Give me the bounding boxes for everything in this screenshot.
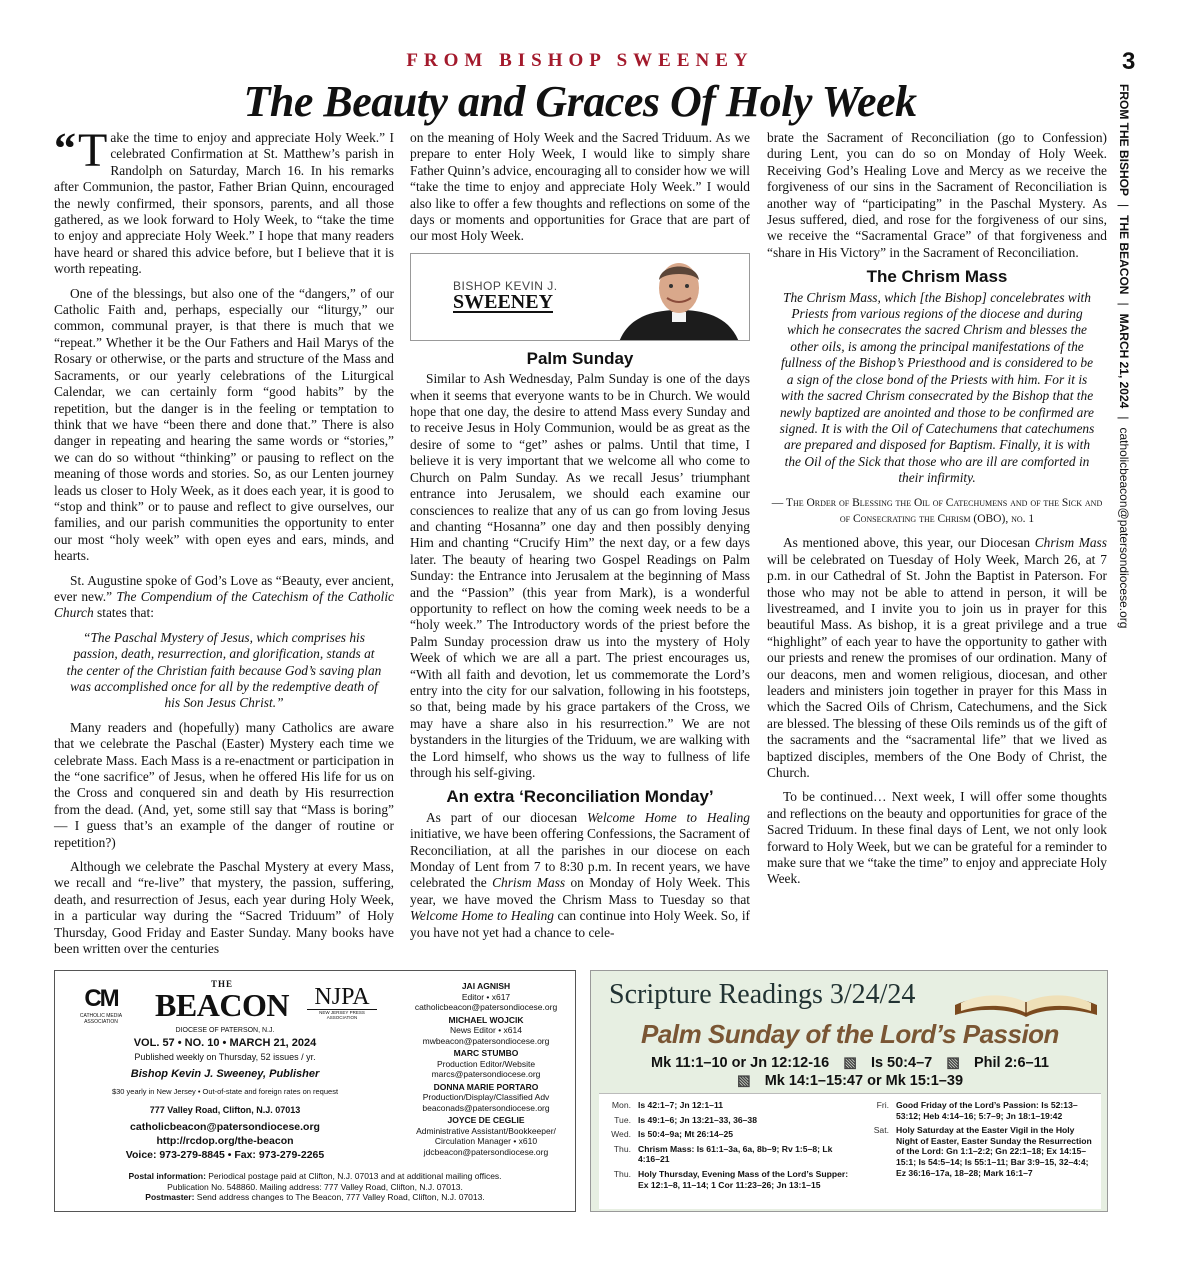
paragraph: Similar to Ash Wednesday, Palm Sunday is one of the days when it seems that everyone wants to be in Church. We would hope that one day, the desire to attend Mass every Sunday and to receive Jesus in Holy Communion, would be as great as the desire of some to “get” ashes or palms. Until that time, I believe it is very important that we welcome all who come to Church on Palm Sunday. As we recall Jesus’ triumphant entrance into Jerusalem, we should each examine our consciences to realize that any of us can go from loving Jesus and chanting “Hosanna” one day and then possibly denying Him and chanting “Crucify Him” the next day, or a few days later. The beauty of hearing two Gospel Readings on Palm Sunday: the Entrance into Jerusalem at the beginning of Mass and the “Passion” (this year from Mark), is a wonderful opportunity to reflect on how the coming week needs to be a “holy week.” The Introductory words of the priest before the Palm Sunday procession draw us into the mystery of Holy Week of which we are all a part. The priest encourages us, “With all faith and devotion, let us commemorate the Lord’s entry into the city for our salvation, following in his footsteps, so that, being made by his grace partakers of the Cross, we may have a share also in his resurrection.” We are not bystanders in the liturgies of the Triduum, we are walking with the Lord himself, who shows us the way to fullness of life through his self-giving. [410,371,750,780]
beacon-logo-the: THE [210,979,233,989]
staff-email[interactable]: catholicbeacon@patersondiocese.org [414,1002,558,1012]
publication-line: Publication No. 548860. Mailing address: 777 Valley Road, Clifton, N.J. 07013. [167,1181,463,1192]
beacon-logo [147,979,297,1021]
drop-quote-mark: “ [54,124,76,173]
masthead-box [54,970,576,1212]
scripture-subtitle: Palm Sunday of the Lord’s Passion [641,1019,1059,1049]
text: can continue into Holy Week. So, if you have not yet had a chance to cele- [410,908,750,940]
sunday-readings-line-1 [591,1055,1109,1071]
text: As mentioned above, this year, our Diocesan [783,535,1035,551]
postal-label: Postal information: [128,1171,206,1181]
staff-role: Editor • x617 [461,991,511,1002]
initiative-name: Welcome Home to Healing [410,908,554,924]
volume-line: VOL. 57 • NO. 10 • MARCH 21, 2024 [133,1037,317,1049]
block-quote: “The Paschal Mystery of Jesus, which comprises his passion, death, resurrection, and glorification, stands at the center of the Christian faith because God’s saving plan was accomplished once for all by the redemptive death of his Son Jesus Christ.” [66,629,382,711]
subhead-palm-sunday: Palm Sunday [526,348,634,368]
drop-cap: T [78,124,108,177]
rate-line: $30 yearly in New Jersey • Out-of-state and foreign rates on request [111,1087,339,1096]
byline-box [410,253,750,341]
paragraph: One of the blessings, but also one of the “dangers,” of our Catholic Faith and, perhaps, especially our “liturgy,” our common, communal prayer, is that there is much that we “repeat.” Whether it be the Our Fathers and Hail Marys of the Rosary or otherwise, or the parts and structure of the Mass and Sacraments, or our yearly celebrations of the Liturgical Calendar, we can certainly form “good habits” by the repetition, but the danger is in the feeling or temptation to think that we have “been there and done that.” There is also danger in repeating and hearing the same words or “stories,” we can do so without “thinking” or pausing to reflect on the meaning of those words and stories. So, as our Lenten journey leads us closer to Holy Week, as it does each year, it is good to “stop and think” or to pause and reflect to give ourselves, our families, and our parish communities the opportunity to enter our most “holy week” with open eyes and ears, minds, and hearts. [54,285,394,564]
njpa-logo-text: NEW JERSEY PRESS ASSOCIATION [307,1009,377,1020]
staff-role: Administrative Assistant/Bookkeeper/ Circulation Manager • x610 [416,1125,556,1146]
reading-ref: Phil 2:6–11 [973,1055,1049,1071]
website-link[interactable]: http://rcdop.org/the-beacon [156,1135,294,1147]
paragraph: on the meaning of Holy Week and the Sacred Triduum. As we prepare to enter Holy Week, I would like to simply share Father Quinn’s advice, encouraging all to consider how we will “take the time to enjoy and appreciate Holy Week.” I would also like to offer a few thoughts and reflections on some of the days or moments and opportunities for Grace that are part of our most Holy Week. [410,130,750,244]
phone-line: Voice: 973-279-8845 • Fax: 973-279-2265 [125,1149,325,1161]
book-icon: ▧ [736,1073,751,1089]
side-strip-divider: | [1117,416,1131,420]
email-link[interactable]: catholicbeacon@patersondiocese.org [130,1121,320,1133]
reading-ref: Mk 11:1–10 or Jn 12:12-16 [651,1055,830,1071]
paragraph: brate the Sacrament of Reconciliation (go to Confession) during Lent, you can do so on Monday of Holy Week. Receiving God’s Healing Love and Mercy as we receive the forgiveness of our sins in the Sacrament of Reconciliation is another way of “participating” in the Paschal Mystery. As Jesus suffered, died, and rose for the forgiveness of our sins, we receive the “Sacramental Grace” of that forgiveness and “share in His Victory” in the Sacrament of Reconciliation. [767,130,1107,260]
subhead-chrism-mass: The Chrism Mass [866,267,1008,287]
reading-ref: Is 42:1–7; Jn 12:1–11 [638,1100,724,1110]
cma-logo-mark: CM [84,985,118,1012]
reading-ref: Is 50:4–7 [870,1055,933,1071]
scripture-title: Scripture Readings 3/24/24 [609,979,916,1010]
staff-email[interactable]: jdcbeacon@patersondiocese.org [423,1146,549,1157]
staff-role: News Editor • x614 [450,1025,522,1035]
staff-email[interactable]: marcs@patersondiocese.org [431,1069,541,1079]
staff-entry [397,1048,575,1080]
reading-day: Thu. [613,1143,631,1154]
side-strip [1114,84,1134,644]
reading-row [603,1144,855,1165]
reading-row [603,1115,855,1126]
quote-attribution: — The Order of Blessing the Oil of Catechumens and of the Sick and of Consecrating the Chrism (OBO), no. 1 [771,496,1103,525]
reading-ref: Holy Thursday, Evening Mass of the Lord’s Supper: Ex 12:1–8, 11–14; 1 Cor 11:23–26; Jn 13:1–15 [638,1168,849,1190]
open-bible-icon [951,975,1101,1019]
block-quote: The Chrism Mass, which [the Bishop] concelebrates with Priests from various regions of the diocese and during which he consecrates the sacred Chrism and blesses the other oils, is among the principal manifestations of the fullness of the Bishop’s Priesthood and is considered to be a sign of the close bond of the Priests with him. For it is with the sacred Chrism consecrated by the Bishop that the newly baptized are anointed and those to be confirmed are signed. It is with the Oil of Catechumens that catechumens are prepared and disposed for Baptism. Finally, it is with the Oil of the Sick that those who are ill are comforted in their infirmity. [779,289,1095,486]
weekday-readings-left [603,1100,855,1194]
mass-name: Chrism Mass [492,875,566,891]
diocese-label: DIOCESE OF PATERSON, N.J. [175,1027,275,1034]
text: St. Augustine spoke of God’s Love as “Beauty, ever ancient, ever new.” [54,572,394,604]
postal-info [55,1171,575,1203]
reading-ref: Good Friday of the Lord’s Passion: Is 52:13–53:12; Heb 4:14–16; 5:7–9; Jn 18:1–19:42 [896,1100,1078,1121]
staff-list [397,979,575,1157]
publisher-line: Bishop Kevin J. Sweeney, Publisher [130,1068,320,1080]
side-strip-divider: | [1117,302,1131,306]
weekday-readings-right [861,1100,1097,1182]
postmaster-text: Send address changes to The Beacon, 777 Valley Road, Clifton, N.J. 07013. [194,1192,485,1202]
side-strip-divider: | [1117,204,1131,208]
reading-day: Thu. [613,1168,631,1179]
text: will be celebrated on Tuesday of Holy Week, March 26, at 7 p.m. in our Cathedral of St. John the Baptist in Paterson. For those who may not be able to attend in person, it will be livestreamed, and I invite you to join us in prayer for this beautiful Mass. As bishop, it is a great privilege and a true “highlight” of each year to have the opportunity to gather with our priests and renew the promises of our ordination. Many of our deacons, men and women religious, diocesan, and other leaders and ministers join together in prayer for this Mass in which the Sacred Oils of Chrism, Catechumens, and the Sick are blessed. The blessing of these Oils reminds us of the gift of the sacraments and the “sacramental life” that we lived as baptized disciples, members of the One Body of Christ, the Church. [767,551,1107,781]
postmaster-label: Postmaster: [145,1192,195,1202]
staff-name: MARC STUMBO [453,1048,519,1058]
reading-row [603,1129,855,1140]
reading-day: Mon. [611,1100,631,1110]
book-title: The Compendium of the Catechism of the Catholic Church [54,588,395,621]
mass-name: Chrism Mass [1034,535,1107,551]
staff-name: JAI AGNISH [461,981,511,991]
book-icon: ▧ [843,1055,857,1071]
side-strip-section: FROM THE BISHOP [1117,84,1131,197]
staff-email[interactable]: beaconads@patersondiocese.org [422,1102,550,1113]
byline-name: SWEENEY [453,290,554,313]
address-line: 777 Valley Road, Clifton, N.J. 07013 [149,1105,301,1115]
reading-ref: Is 49:1–6; Jn 13:21–33, 36–38 [638,1114,757,1125]
cma-logo [71,985,131,1025]
reading-row [861,1125,1097,1178]
postal-line [55,1171,575,1182]
paragraph [767,535,1107,781]
postmaster-line [55,1192,575,1203]
article-column-3 [767,130,1107,896]
text: initiative, we have been offering Confessions, the Sacrament of Reconciliation, at all the parishes in our diocese on each Monday of Lent from 7 to 8:30 p.m. In recent years, we have celebrated the [410,826,750,891]
scripture-readings-box [590,970,1108,1212]
paragraph [410,810,750,941]
paragraph [54,124,394,278]
side-strip-email[interactable]: catholicbeacon@patersondiocese.org [1117,427,1131,629]
njpa-logo-mark: NJPA [314,984,370,1010]
sunday-readings-line-2 [591,1073,1109,1089]
staff-entry [397,1082,575,1114]
headline: The Beauty and Graces Of Holy Week [243,77,917,126]
published-line: Published weekly on Thursday, 52 issues / yr. [134,1052,316,1062]
staff-name: DONNA MARIE PORTARO [433,1081,539,1092]
initiative-name: Welcome Home to Healing [586,809,750,825]
paragraph: Although we celebrate the Paschal Mystery at every Mass, we recall and “re-live” that mystery, the passion, suffering, death, and resurrection of Jesus, each year during Holy Week, in a particular way during the “Sacred Triduum” of Holy Thursday, Good Friday and Easter Sunday. Many books have been written over the centuries [54,859,394,957]
paragraph-text: ake the time to enjoy and appreciate Holy Week.” I celebrated Confirmation at St. Matthew’s parish in Randolph on Saturday, March 16. In his remarks after Communion, the pastor, Father Brian Quinn, encouraged the newly confirmed, their sponsors, parents, and all those gathered, as we look forward to Holy Week, to “take the time to enjoy and appreciate Holy Week.” I hope that many readers have heard or shared this advice before, but I believe that it is worth repeating. [54,130,394,277]
reading-day: Fri. [876,1100,889,1110]
masthead-left [55,971,395,1171]
staff-role: Production Editor/Website [436,1058,536,1069]
reading-row [861,1100,1097,1121]
reading-day: Wed. [611,1129,631,1140]
bishop-photo [609,254,749,341]
reading-day: Sat. [873,1125,889,1136]
beacon-logo-word: BEACON [155,987,289,1023]
subhead-reconciliation-monday: An extra ‘Reconciliation Monday’ [446,787,714,807]
text: states that: [93,605,154,621]
staff-name: MICHAEL WOJCIK [448,1014,524,1025]
reading-ref: Is 50:4–9a; Mt 26:14–25 [638,1129,734,1140]
side-strip-paper: THE BEACON [1117,215,1131,295]
byline-title: BISHOP KEVIN J. [453,278,558,293]
article-column-1 [54,124,395,966]
reading-row [603,1169,855,1190]
reading-ref: Holy Saturday at the Easter Vigil in the Holy Night of Easter, Easter Sunday the Resurrection of the Lord: Gn 1:1–2:2; Gn 22:1–18; Ex 14:15–15:1; Is 54:5–14; Is 55:1–11; Bar 3:9–15, 32–4:4; Ez 36:16–17a, 18–28; Mark 16:1–7 [896,1125,1092,1178]
book-icon: ▧ [946,1055,960,1071]
staff-entry [397,1115,575,1157]
weekday-readings [599,1093,1101,1209]
staff-entry [397,981,575,1013]
text: As part of our diocesan [426,809,587,825]
paragraph: Many readers and (hopefully) many Catholics are aware that we celebrate the Paschal (Easter) Mystery each time we celebrate Mass. Each Mass is a re-enactment or participation in the “one sacrifice” of Jesus, when he offered His life for us on the Cross and conquered sin and death by His resurrection from the dead. (And, yet, some still say that “Mass is boring” — I guess that’s an example of the danger of routine or repetition?) [54,719,394,850]
paragraph: To be continued… Next week, I will offer some thoughts and reflections on the beauty and opportunities for grace of the Sacred Triduum. In these final days of Lent, we not only look forward to Holy Week, but we can be grateful for a reminder to make sure that we “take the time” to enjoy and appreciate Holy Week. [767,789,1107,887]
staff-name: JOYCE DE CEGLIE [447,1115,525,1125]
article-column-2 [410,130,750,949]
njpa-logo [307,985,377,1020]
reading-ref: Chrism Mass: Is 61:1–3a, 6a, 8b–9; Rv 1:5–8; Lk 4:16–21 [638,1143,833,1165]
section-kicker: FROM BISHOP SWEENEY [406,50,754,71]
page-number: 3 [1122,48,1136,75]
reading-day: Tue. [614,1114,631,1125]
paragraph [54,573,394,622]
text: on Monday of Holy Week. This year, we have moved the Chrism Mass to Tuesday so that [410,875,750,907]
staff-email[interactable]: mwbeacon@patersondiocese.org [422,1035,550,1046]
staff-entry [397,1015,575,1047]
reading-ref: Mk 14:1–15:47 or Mk 15:1–39 [764,1073,964,1089]
postal-text: Periodical postage paid at Clifton, N.J. 07013 and at additional mailing offices. [205,1171,502,1181]
staff-role: Production/Display/Classified Adv [422,1092,550,1102]
cma-logo-text: CATHOLIC MEDIA ASSOCIATION [79,1013,123,1025]
reading-row [603,1100,855,1111]
side-strip-date: MARCH 21, 2024 [1117,313,1131,409]
